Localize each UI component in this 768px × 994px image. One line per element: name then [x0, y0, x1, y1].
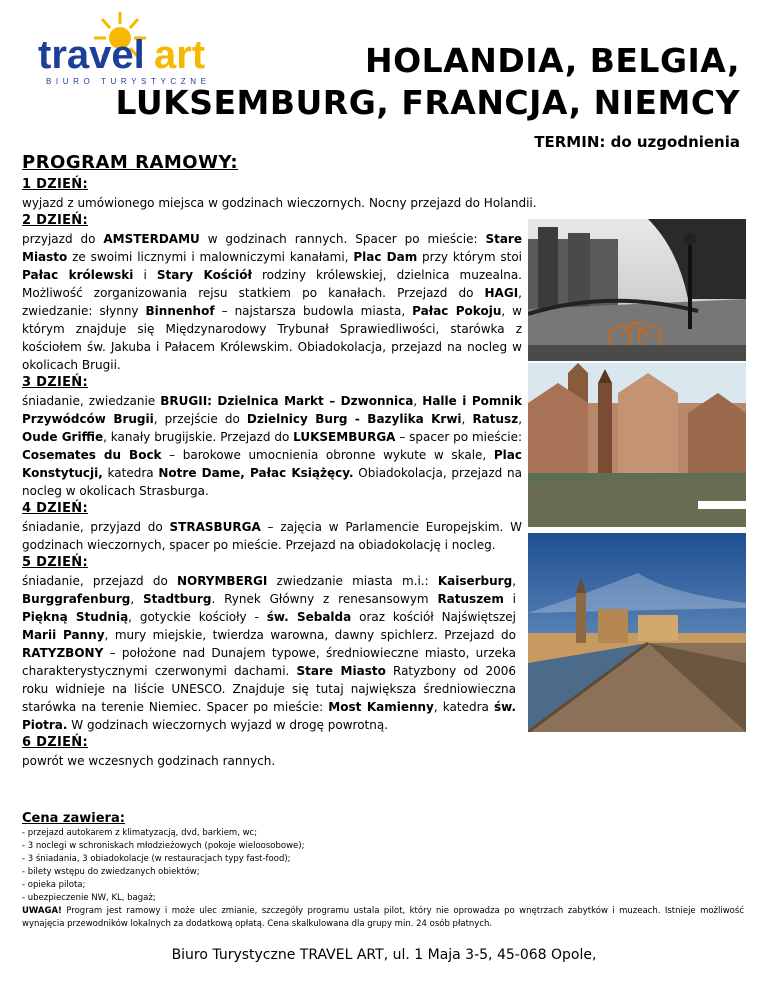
- text-segment: śniadanie, przyjazd do: [22, 520, 170, 534]
- text-segment: , katedra: [433, 700, 494, 714]
- day-description: [22, 194, 722, 212]
- highlight-text: Cosemates du Bock: [22, 448, 162, 462]
- highlight-text: Stare Miasto: [296, 664, 386, 678]
- day-heading: 4 DZIEŃ:: [22, 501, 88, 516]
- text-segment: śniadanie, zwiedzanie: [22, 394, 161, 408]
- text-segment: – barokowe umocnienia obronne wykute w skale,: [161, 448, 494, 462]
- text-segment: rodziny królewskiej, dzielnica muzealna. Możliwość zorganizowania rejsu statkiem po kanałach. Przejazd do: [22, 268, 522, 300]
- logo-text-travel: travel: [38, 33, 145, 77]
- price-includes-section: [22, 812, 744, 931]
- logo-text-art: art: [154, 33, 206, 77]
- day-heading: 2 DZIEŃ:: [22, 213, 88, 228]
- highlight-text: Ratusz: [472, 412, 519, 426]
- termin-value: do uzgodnienia: [610, 133, 740, 151]
- text-segment: ,: [413, 394, 423, 408]
- text-segment: ,: [518, 412, 523, 426]
- highlight-text: Binnenhof: [145, 304, 215, 318]
- highlight-text: Stary Kościół: [156, 268, 252, 282]
- page-title: [115, 40, 740, 124]
- price-item: - ubezpieczenie NW, KL, bagaż;: [22, 893, 156, 903]
- text-segment: przyjazd do: [22, 232, 104, 246]
- termin: [534, 133, 740, 151]
- highlight-text: BRUGII: Dzielnica Markt – Dzwonnica: [160, 394, 414, 408]
- price-item: - 3 noclegi w schroniskach młodzieżowych (pokoje wieloosobowe);: [22, 841, 305, 851]
- highlight-text: św. Sebalda: [266, 610, 352, 624]
- highlight-text: Oude Griffie: [22, 430, 104, 444]
- price-item: - bilety wstępu do zwiedzanych obiektów;: [22, 867, 200, 877]
- highlight-text: Marii Panny: [22, 628, 105, 642]
- highlight-text: RATYZBONY: [22, 646, 104, 660]
- text-segment: , gotyckie kościoły -: [128, 610, 267, 624]
- text-segment: ,: [512, 574, 517, 588]
- termin-label: TERMIN:: [534, 133, 606, 151]
- highlight-text: Burggrafenburg: [22, 592, 131, 606]
- text-segment: – położone nad Dunajem typowe, średniowieczne miasto, urzeka charakterystycznymi czerwonymi dachami.: [22, 646, 516, 678]
- highlight-text: Piękną Studnią: [22, 610, 129, 624]
- highlight-text: Pałac królewski: [22, 268, 134, 282]
- highlight-text: Plac Dam: [353, 250, 418, 264]
- text-segment: Ratyzbony od 2006 roku widnieje na liście UNESCO. Znajduje się tutaj największa średniowieczna starówka na terenie Niemiec. Spacer po mieście:: [22, 664, 516, 714]
- text-segment: i: [503, 592, 516, 606]
- footer-address: Biuro Turystyczne TRAVEL ART, ul. 1 Maja 3-5, 45-068 Opole,: [171, 947, 597, 963]
- text-segment: ze swoimi licznymi i malowniczymi kanałami,: [67, 250, 354, 264]
- day-heading: 3 DZIEŃ:: [22, 375, 88, 390]
- highlight-text: NORYMBERGI: [176, 574, 268, 588]
- text-segment: ,: [461, 412, 473, 426]
- day-description: [22, 572, 516, 734]
- text-segment: – najstarsza budowla miasta,: [214, 304, 413, 318]
- program-heading: PROGRAM RAMOWY:: [22, 152, 239, 173]
- price-item: - przejazd autokarem z klimatyzacją, dvd, barkiem, wc;: [22, 828, 258, 838]
- title-line-2: LUKSEMBURG, FRANCJA, NIEMCY: [115, 83, 740, 122]
- price-includes-heading: Cena zawiera:: [22, 811, 125, 826]
- text-segment: , przejście do: [153, 412, 247, 426]
- highlight-text: Notre Dame, Pałac Książęcy.: [158, 466, 354, 480]
- text-segment: i: [133, 268, 157, 282]
- text-segment: przy którym stoi: [417, 250, 522, 264]
- highlight-text: Most Kamienny: [328, 700, 434, 714]
- bruges-photo: [528, 363, 746, 527]
- day-heading: 6 DZIEŃ:: [22, 735, 88, 750]
- text-segment: , mury miejskie, twierdza warowna, dawny spichlerz. Przejazd do: [104, 628, 516, 642]
- notice: [22, 905, 744, 931]
- text-segment: , w którym znajduje się Międzynarodowy Trybunał Sprawiedliwości, starówka z kościołem św. Jakuba i Pałacem Królewskim. Obiadokolacja, przejazd na nocleg w okolicach Brugii.: [22, 304, 522, 372]
- highlight-text: Halle i Pomnik Przywódców Brugii: [22, 394, 522, 426]
- text-segment: powrót we wczesnych godzinach rannych.: [22, 754, 276, 768]
- text-segment: W godzinach wieczornych wyjazd w drogę powrotną.: [67, 718, 389, 732]
- day-heading: 1 DZIEŃ:: [22, 177, 88, 192]
- day-description: [22, 752, 722, 770]
- day-1: [22, 176, 722, 212]
- text-segment: katedra: [102, 466, 159, 480]
- highlight-text: Stare Miasto: [22, 232, 522, 264]
- highlight-text: AMSTERDAMU: [103, 232, 200, 246]
- highlight-text: Ratuszem: [437, 592, 504, 606]
- day-description: [22, 392, 522, 500]
- highlight-text: Stadtburg: [143, 592, 212, 606]
- text-segment: wyjazd z umówionego miejsca w godzinach wieczornych. Nocny przejazd do Holandii.: [22, 196, 537, 210]
- notice-label: UWAGA!: [22, 906, 62, 916]
- day-heading: 5 DZIEŃ:: [22, 555, 88, 570]
- text-segment: , kanały brugijskie. Przejazd do: [103, 430, 294, 444]
- regensburg-bridge-photo: [528, 533, 746, 732]
- logo-subtitle: BIURO TURYSTYCZNE: [46, 77, 211, 86]
- text-segment: – spacer po mieście:: [395, 430, 523, 444]
- highlight-text: Dzielnicy Burg - Bazylika Krwi: [246, 412, 462, 426]
- notice-text: Program jest ramowy i może ulec zmianie, szczegóły programu ustala pilot, który nie oprowadza po wnętrzach zabytków i muzeach. Istnieje możliwość wynajęcia przewodników lokalnych za dodatkową opłatą. Cena skalkulowana dla grupy min. 24 osób płatnych.: [22, 906, 744, 929]
- text-segment: Obiadokolacja, przejazd na nocleg w okolicach Strasburga.: [22, 466, 522, 498]
- text-segment: ,: [130, 592, 143, 606]
- price-item: - opieka pilota;: [22, 880, 86, 890]
- day-description: [22, 518, 522, 554]
- text-segment: . Rynek Główny z renesansowym: [211, 592, 438, 606]
- highlight-text: św. Piotra.: [22, 700, 517, 732]
- text-segment: w godzinach rannych. Spacer po mieście:: [199, 232, 486, 246]
- text-segment: , zwiedzanie: słynny: [22, 286, 522, 318]
- highlight-text: STRASBURGA: [169, 520, 261, 534]
- day-description: [22, 230, 522, 374]
- highlight-text: LUKSEMBURGA: [293, 430, 396, 444]
- amsterdam-canal-photo: [528, 219, 746, 361]
- text-segment: śniadanie, przejazd do: [22, 574, 177, 588]
- highlight-text: Kaiserburg: [437, 574, 513, 588]
- text-segment: oraz kościół Najświętszej: [351, 610, 516, 624]
- title-line-1: HOLANDIA, BELGIA,: [365, 41, 740, 80]
- text-segment: zwiedzanie miasta m.i.:: [267, 574, 438, 588]
- price-item: - 3 śniadania, 3 obiadokolacje (w restauracjach typy fast-food);: [22, 854, 291, 864]
- highlight-text: Pałac Pokoju: [412, 304, 502, 318]
- highlight-text: HAGI: [484, 286, 519, 300]
- text-segment: – zajęcia w Parlamencie Europejskim. W godzinach wieczornych, spacer po mieście. Przejazd na obiadokolację i nocleg.: [22, 520, 522, 552]
- highlight-text: Plac Konstytucji,: [22, 448, 522, 480]
- day-6: [22, 734, 722, 770]
